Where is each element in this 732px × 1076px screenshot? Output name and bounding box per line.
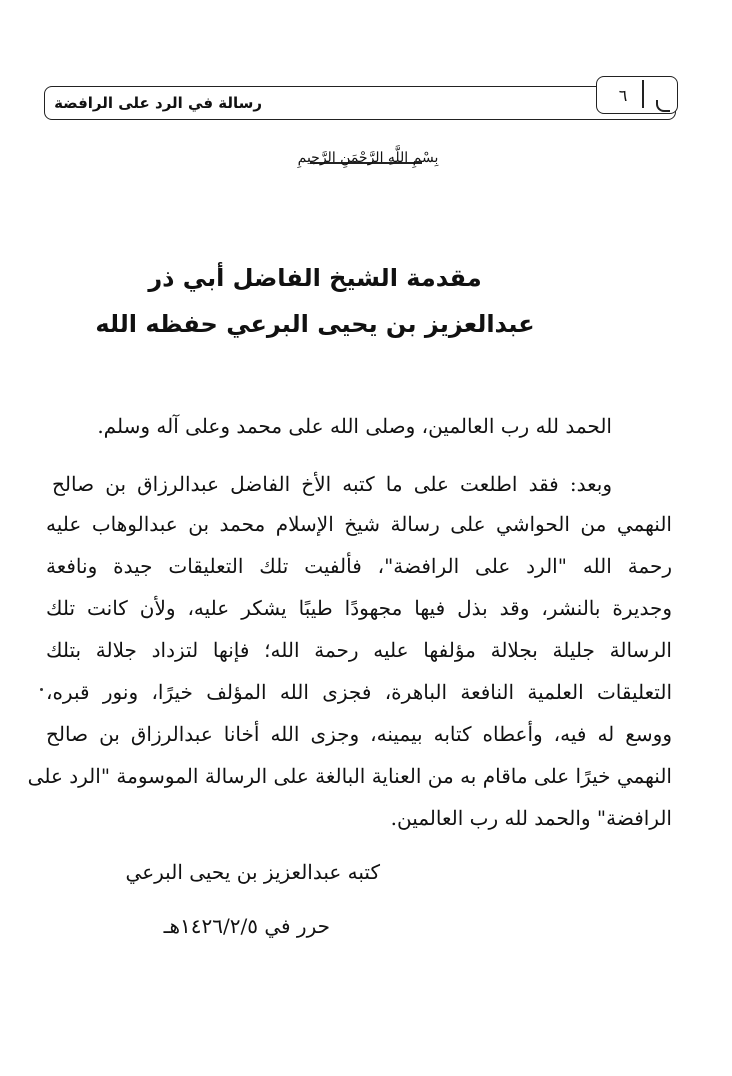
basmala-text: بِسْمِ اللَّهِ الرَّحْمَنِ الرَّحِيمِ — [297, 150, 439, 166]
running-header-title: رسالة في الرد على الرافضة — [54, 94, 262, 112]
opening-text: الحمد لله رب العالمين، وصلى الله على محمد وعلى آله وسلم. — [97, 414, 612, 438]
page-tab-divider — [642, 80, 644, 108]
intro-title-line-2: عبدالعزيز بن يحيى البرعي حفظه الله — [95, 310, 535, 338]
paragraph-line: الرسالة جليلة بجلالة مؤلفها عليه رحمة الله؛ فإنها لتزداد جلالة بتلك — [46, 638, 672, 662]
paragraph-line: النهمي خيرًا على ماقام به من العناية البالغة على الرسالة الموسومة "الرد على — [27, 764, 672, 788]
signature-author: كتبه عبدالعزيز بن يحيى البرعي — [125, 860, 380, 884]
paragraph-line: التعليقات العلمية النافعة الباهرة، فجزى الله المؤلف خيرًا، ونور قبره، — [46, 680, 672, 704]
paragraph-line: النهمي من الحواشي على رسالة شيخ الإسلام محمد بن عبدالوهاب عليه — [46, 512, 672, 536]
page-tab-hook-ornament — [656, 100, 670, 112]
intro-title-line-1: مقدمة الشيخ الفاضل أبي ذر — [148, 264, 482, 292]
paragraph-line-last: الرافضة" والحمد لله رب العالمين. — [390, 806, 672, 830]
paragraph-line: وجديرة بالنشر، وقد بذل فيها مجهودًا طيبًا يشكر عليه، ولأن كانت تلك — [46, 596, 672, 620]
signature-date: حرر في ١٤٢٦/٢/٥هـ — [163, 914, 330, 938]
paragraph-line: وبعد: فقد اطلعت على ما كتبه الأخ الفاضل عبدالرزاق بن صالح — [52, 472, 612, 496]
page-number: ٦ — [618, 86, 628, 105]
paragraph-line: ووسع له فيه، وأعطاه كتابه بيمينه، وجزى الله أخانا عبدالرزاق بن صالح — [46, 722, 672, 746]
paragraph-line: رحمة الله "الرد على الرافضة"، فألفيت تلك التعليقات جيدة ونافعة — [46, 554, 672, 578]
opening-line — [46, 406, 668, 446]
scan-speck — [40, 688, 43, 691]
basmala-calligraphy — [240, 142, 496, 174]
